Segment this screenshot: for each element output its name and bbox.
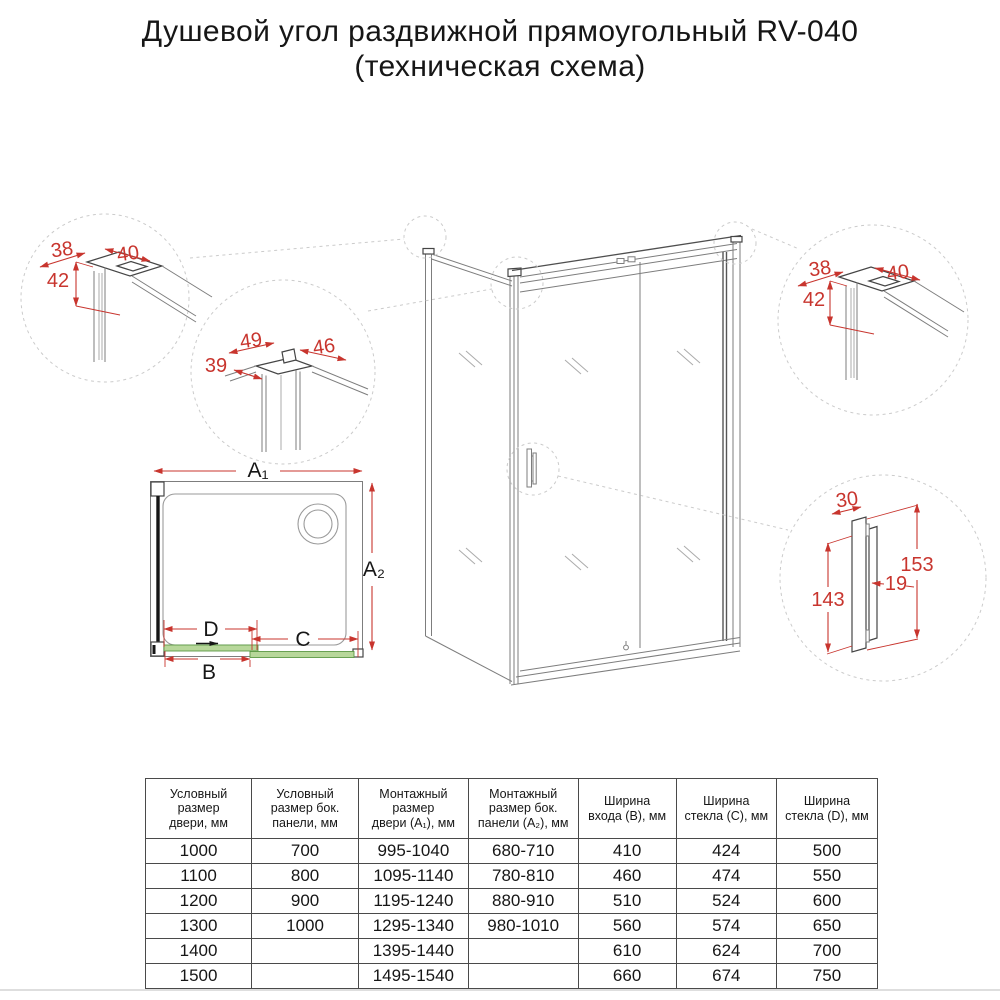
table-cell: 750 bbox=[776, 964, 877, 989]
title-line-2: (техническая схема) bbox=[354, 50, 646, 84]
sliding-door-glass bbox=[164, 645, 258, 651]
table-cell: 1295-1340 bbox=[358, 914, 468, 939]
table-cell: 900 bbox=[252, 889, 359, 914]
table-body bbox=[146, 839, 878, 989]
table-cell: 674 bbox=[676, 964, 776, 989]
table-cell: 700 bbox=[252, 839, 359, 864]
detail-top-left-profile bbox=[21, 214, 212, 382]
table-cell bbox=[252, 964, 359, 989]
table-row bbox=[146, 964, 878, 989]
dim-153: 153 bbox=[900, 554, 934, 576]
size-table-wrap bbox=[145, 778, 878, 989]
door-roller-top bbox=[628, 257, 635, 262]
enclosure-3d-view bbox=[423, 236, 742, 686]
bottom-divider bbox=[0, 989, 1000, 991]
dim-40: 40 bbox=[885, 260, 911, 286]
table-row bbox=[146, 864, 878, 889]
door-handle-3d bbox=[527, 449, 536, 487]
plan-view bbox=[151, 459, 386, 684]
column-header: Ширина стекла (D), мм bbox=[776, 779, 877, 839]
table-cell: 424 bbox=[676, 839, 776, 864]
door-roller-bottom bbox=[624, 645, 629, 650]
wall-profile-cap bbox=[423, 249, 434, 255]
table-cell: 1395-1440 bbox=[358, 939, 468, 964]
dim-39: 39 bbox=[204, 355, 228, 377]
table-cell: 980-1010 bbox=[468, 914, 578, 939]
dim-143: 143 bbox=[811, 589, 845, 611]
table-cell bbox=[252, 939, 359, 964]
column-header: Условный размер двери, мм bbox=[146, 779, 252, 839]
shower-tray bbox=[163, 494, 346, 645]
dim-19: 19 bbox=[884, 573, 908, 595]
table-cell: 624 bbox=[676, 939, 776, 964]
column-header: Ширина стекла (C), мм bbox=[676, 779, 776, 839]
label-B: B bbox=[201, 661, 217, 684]
table-cell: 574 bbox=[676, 914, 776, 939]
table-cell: 510 bbox=[578, 889, 676, 914]
table-cell: 780-810 bbox=[468, 864, 578, 889]
detail-door-handle bbox=[780, 475, 986, 681]
dim-38: 38 bbox=[807, 256, 833, 282]
table-cell: 1495-1540 bbox=[358, 964, 468, 989]
table-cell: 474 bbox=[676, 864, 776, 889]
table-cell: 1095-1140 bbox=[358, 864, 468, 889]
dim-46: 46 bbox=[311, 334, 337, 360]
table-row bbox=[146, 889, 878, 914]
table-cell: 660 bbox=[578, 964, 676, 989]
table-cell: 610 bbox=[578, 939, 676, 964]
table-cell: 460 bbox=[578, 864, 676, 889]
table-cell: 1195-1240 bbox=[358, 889, 468, 914]
table-cell: 1400 bbox=[146, 939, 252, 964]
table-cell: 1500 bbox=[146, 964, 252, 989]
column-header: Условный размер бок. панели, мм bbox=[252, 779, 359, 839]
door-roller-top bbox=[617, 259, 624, 264]
table-cell: 800 bbox=[252, 864, 359, 889]
column-header: Монтажный размер бок. панели (A₂), мм bbox=[468, 779, 578, 839]
dim-38: 38 bbox=[49, 237, 75, 263]
dim-30: 30 bbox=[834, 487, 860, 513]
wall-profile-plan bbox=[151, 482, 164, 496]
table-row bbox=[146, 839, 878, 864]
column-header: Ширина входа (B), мм bbox=[578, 779, 676, 839]
table-cell: 600 bbox=[776, 889, 877, 914]
label-A2: A₂ bbox=[362, 558, 386, 581]
table-cell: 1100 bbox=[146, 864, 252, 889]
dim-40: 40 bbox=[115, 241, 141, 267]
table-cell: 700 bbox=[776, 939, 877, 964]
glass-reflection-marks bbox=[459, 349, 700, 570]
table-cell: 550 bbox=[776, 864, 877, 889]
table-cell: 650 bbox=[776, 914, 877, 939]
table-cell: 524 bbox=[676, 889, 776, 914]
table-cell: 680-710 bbox=[468, 839, 578, 864]
dim-42: 42 bbox=[802, 289, 826, 311]
table-row bbox=[146, 914, 878, 939]
detail-top-right-profile bbox=[778, 225, 968, 415]
table-cell: 1000 bbox=[146, 839, 252, 864]
table-cell bbox=[468, 939, 578, 964]
table-cell: 410 bbox=[578, 839, 676, 864]
table-cell bbox=[468, 964, 578, 989]
title-line-1: Душевой угол раздвижной прямоугольный RV-040 bbox=[141, 15, 859, 48]
fixed-glass bbox=[250, 652, 354, 658]
table-row bbox=[146, 939, 878, 964]
column-header: Монтажный размер двери (A₁), мм bbox=[358, 779, 468, 839]
label-D: D bbox=[203, 618, 219, 641]
wall-profile-cap bbox=[731, 237, 742, 243]
table-cell: 500 bbox=[776, 839, 877, 864]
table-cell: 1300 bbox=[146, 914, 252, 939]
label-C: C bbox=[295, 628, 311, 651]
dim-42: 42 bbox=[46, 270, 70, 292]
table-cell: 560 bbox=[578, 914, 676, 939]
table-cell: 880-910 bbox=[468, 889, 578, 914]
table-cell: 1200 bbox=[146, 889, 252, 914]
detail-wall-corner-profile bbox=[191, 280, 375, 464]
size-table bbox=[145, 778, 878, 989]
table-header-row bbox=[146, 779, 878, 839]
table-cell: 995-1040 bbox=[358, 839, 468, 864]
table-cell: 1000 bbox=[252, 914, 359, 939]
label-A1: A₁ bbox=[247, 459, 269, 482]
dim-49: 49 bbox=[238, 328, 264, 354]
